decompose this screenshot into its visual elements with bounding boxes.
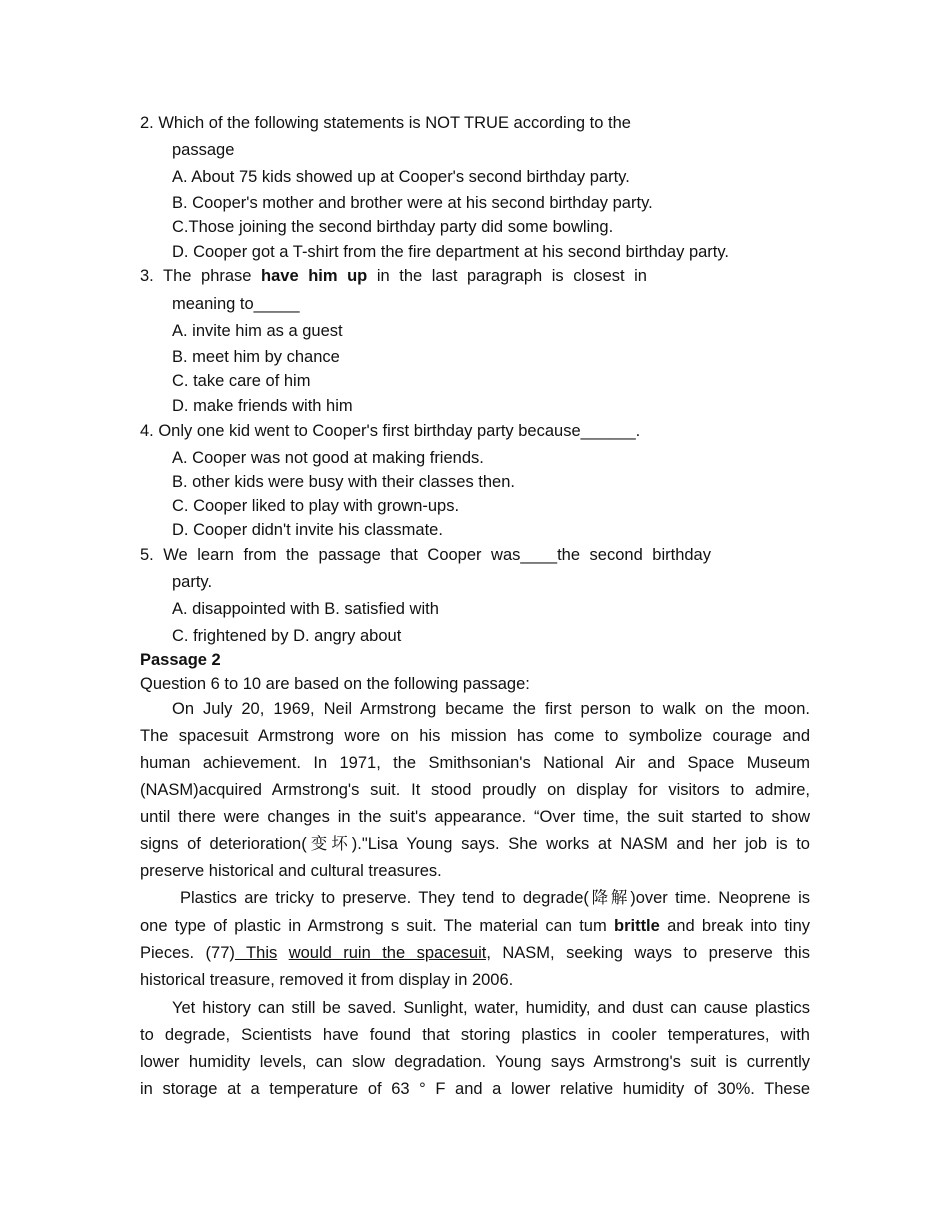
question-5-options-ab: A. disappointed with B. satisfied with [172, 600, 439, 618]
paragraph-1-line-3: human achievement. In 1971, the Smithsonian's National Air and Space Museum [140, 754, 810, 772]
paragraph-1-line-4: (NASM)acquired Armstrong's suit. It stood proudly on display for visitors to admire, [140, 781, 810, 799]
paragraph-2-line-3: Pieces. (77) This would ruin the spacesuit, NASM, seeking ways to preserve this [140, 944, 810, 962]
paragraph-2-line-4: historical treasure, removed it from display in 2006. [140, 971, 514, 989]
question-2-line-2: passage [172, 141, 235, 159]
question-3-option-b: B. meet him by chance [172, 348, 340, 366]
question-2-line-1: 2. Which of the following statements is NOT TRUE according to the [140, 114, 631, 132]
question-2-option-b: B. Cooper's mother and brother were at his second birthday party. [172, 194, 653, 212]
question-5-options-cd: C. frightened by D. angry about [172, 627, 402, 645]
question-2-option-c: C.Those joining the second birthday party did some bowling. [172, 218, 614, 236]
question-4-option-b: B. other kids were busy with their classes then. [172, 473, 515, 491]
paragraph-3-line-3: lower humidity levels, can slow degradation. Young says Armstrong's suit is currently [140, 1053, 810, 1071]
paragraph-3-line-4: in storage at a temperature of 63 ° F and a lower relative humidity of 30%. These [140, 1080, 810, 1098]
paragraph-1-line-6: signs of deterioration(变坏)."Lisa Young says. She works at NASM and her job is to [140, 835, 810, 853]
question-2-option-d: D. Cooper got a T-shirt from the fire department at his second birthday party. [172, 243, 729, 261]
question-5-line-1: 5. We learn from the passage that Cooper was____the second birthday [140, 546, 711, 564]
question-3-option-c: C. take care of him [172, 372, 311, 390]
question-4-line-1: 4. Only one kid went to Cooper's first birthday party because______. [140, 422, 641, 440]
underlined-would-ruin-the-spacesuit: would ruin the spacesuit, [288, 944, 491, 962]
paragraph-3-line-2: to degrade, Scientists have found that storing plastics in cooler temperatures, with [140, 1026, 810, 1044]
paragraph-2-line-1: Plastics are tricky to preserve. They tend to degrade(降解)over time. Neoprene is [180, 889, 810, 907]
question-3-option-a: A. invite him as a guest [172, 322, 343, 340]
word-brittle: brittle [613, 917, 660, 935]
paragraph-3-line-1: Yet history can still be saved. Sunlight, water, humidity, and dust can cause plastics [172, 999, 810, 1017]
paragraph-1-line-2: The spacesuit Armstrong wore on his mission has come to symbolize courage and [140, 727, 810, 745]
underlined-this: This [234, 944, 278, 962]
question-2-option-a: A. About 75 kids showed up at Cooper's second birthday party. [172, 168, 630, 186]
question-4-option-c: C. Cooper liked to play with grown-ups. [172, 497, 460, 515]
passage-2-heading: Passage 2 [140, 651, 221, 669]
question-5-line-2: party. [172, 573, 213, 591]
paragraph-1-line-1: On July 20, 1969, Neil Armstrong became the first person to walk on the moon. [172, 700, 810, 718]
paragraph-1-line-5: until there were changes in the suit's appearance. “Over time, the suit started to show [140, 808, 810, 826]
question-4-option-a: A. Cooper was not good at making friends. [172, 449, 484, 467]
paragraph-1-line-7: preserve historical and cultural treasures. [140, 862, 442, 880]
paragraph-2-line-2: one type of plastic in Armstrong s suit. The material can tum brittle and break into tiny [140, 917, 810, 935]
question-3-line-2: meaning to_____ [172, 295, 300, 313]
question-3-line-1: 3. The phrase have him up in the last paragraph is closest in [140, 267, 647, 285]
passage-2-intro: Question 6 to 10 are based on the following passage: [140, 675, 530, 693]
question-4-option-d: D. Cooper didn't invite his classmate. [172, 521, 443, 539]
question-3-option-d: D. make friends with him [172, 397, 353, 415]
phrase-have-him-up: have him up [261, 267, 368, 285]
